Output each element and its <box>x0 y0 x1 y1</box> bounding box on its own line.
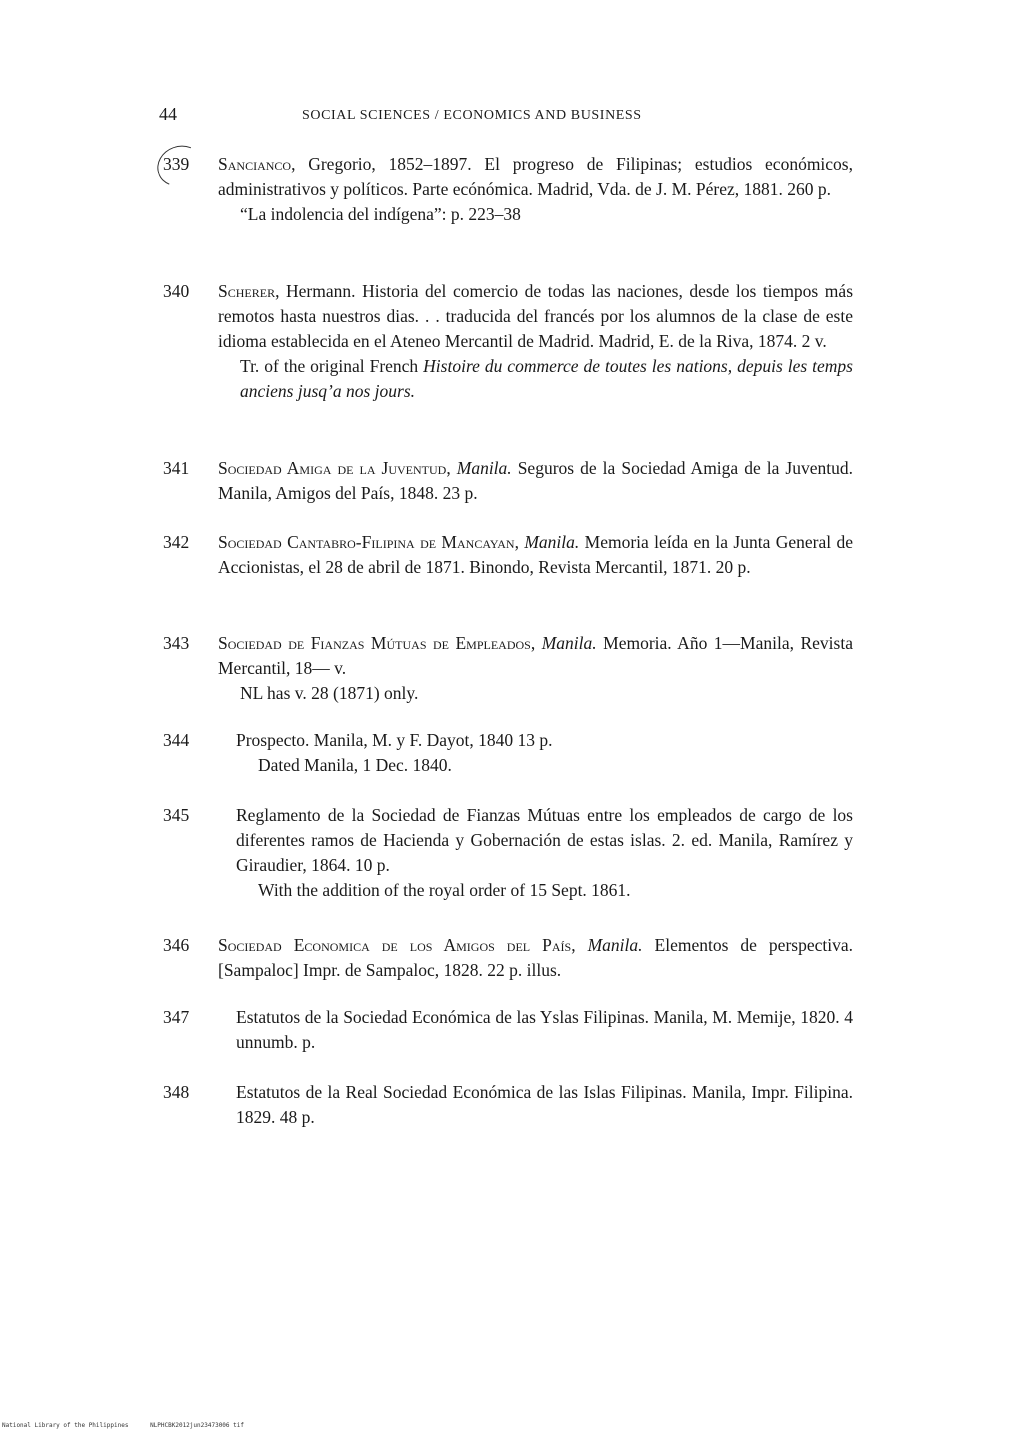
original-title: Histoire du commerce de toutes les nations, depuis les temps anciens jusq’a nos jours. <box>240 356 853 401</box>
entry-346 <box>163 933 853 983</box>
entry-text: Estatutos de la Real Sociedad Económica de las Islas Filipinas. Manila, Impr. Filipina. 1829. 48 p. <box>236 1082 853 1127</box>
entry-343 <box>163 631 853 706</box>
entry-number: 346 <box>163 935 190 955</box>
entry-348 <box>163 1080 853 1130</box>
entry-note: “La indolencia del indígena”: p. 223–38 <box>240 204 521 224</box>
entry-344 <box>163 728 853 778</box>
place-name: Manila. <box>518 532 580 552</box>
entry-note: With the addition of the royal order of 15 Sept. 1861. <box>258 880 631 900</box>
entry-text: Estatutos de la Sociedad Económica de las Yslas Filipinas. Manila, M. Memije, 1820. 4 unnumb. p. <box>236 1007 853 1052</box>
entry-text: Elementos de perspectiva. [Sampaloc] Impr. de Sampaloc, 1828. 22 p. illus. <box>218 935 853 980</box>
entry-345 <box>163 803 853 903</box>
entry-text: Hermann. Historia del comercio de todas las naciones, desde los tiempos más remotos hasta nuestros dias. . . traducida del francés por los alumnos de la clase de este idioma establecida en el Ateneo Mercantil de Madrid. Madrid, E. de la Riva, 1874. 2 v. <box>218 281 853 351</box>
place-name: Manila. <box>535 633 597 653</box>
entry-text: Gregorio, 1852–1897. El progreso de Filipinas; estudios económicos, administrativos y políticos. Parte ecónómica. Madrid, Vda. de J. M. Pérez, 1881. 260 p. <box>218 154 853 199</box>
entry-number: 344 <box>163 730 190 750</box>
entry-number: 340 <box>163 281 190 301</box>
scan-footer <box>2 1422 262 1429</box>
entry-text: Memoria leída en la Junta General de Accionistas, el 28 de abril de 1871. Binondo, Revista Mercantil, 1871. 20 p. <box>218 532 854 577</box>
corporate-name: Sociedad de Fianzas Mútuas de Empleados, <box>218 633 536 653</box>
entry-339 <box>163 152 853 227</box>
entry-number: 348 <box>163 1082 190 1102</box>
footer-file-id: NLPHCBK2012jun23473006 tif <box>150 1422 244 1429</box>
corporate-name: Sociedad Cantabro-Filipina de Mancayan, <box>218 532 519 552</box>
entry-text: Reglamento de la Sociedad de Fianzas Mútuas entre los empleados de cargo de los diferentes ramos de Hacienda y Gobernación de estas islas. 2. ed. Manila, Ramírez y Giraudier, 1864. 10 p. <box>236 805 853 875</box>
entry-340 <box>163 279 853 404</box>
entry-note: Tr. of the original French Histoire du commerce de toutes les nations, depuis les temps anciens jusq’a nos jours. <box>240 356 853 401</box>
entry-number: 341 <box>163 458 190 478</box>
entry-text: Memoria. Año 1—Manila, Revista Mercantil, 18— v. <box>218 633 853 678</box>
entry-number <box>163 152 213 177</box>
entry-number: 347 <box>163 1007 190 1027</box>
entry-text: Seguros de la Sociedad Amiga de la Juventud. Manila, Amigos del País, 1848. 23 p. <box>218 458 853 503</box>
author-name: Sancianco, <box>218 154 296 174</box>
page-number: 44 <box>159 104 177 124</box>
entry-text: Prospecto. Manila, M. y F. Dayot, 1840 13 p. <box>236 730 553 750</box>
place-name: Manila. <box>575 935 643 955</box>
corporate-name: Sociedad Economica de los Amigos del País, <box>218 935 576 955</box>
entry-number: 342 <box>163 532 190 552</box>
running-head: SOCIAL SCIENCES / ECONOMICS AND BUSINESS <box>302 108 642 123</box>
entry-number: 345 <box>163 805 190 825</box>
entry-number-text: 339 <box>163 154 190 174</box>
footer-library: National Library of the Philippines <box>2 1422 129 1429</box>
entry-note: NL has v. 28 (1871) only. <box>240 683 419 703</box>
handwritten-circle-mark <box>152 139 209 192</box>
entry-347 <box>163 1005 853 1055</box>
corporate-name: Sociedad Amiga de la Juventud, <box>218 458 451 478</box>
entry-number: 343 <box>163 633 190 653</box>
author-name: Scherer, <box>218 281 280 301</box>
entry-note: Dated Manila, 1 Dec. 1840. <box>258 755 452 775</box>
entry-341 <box>163 456 853 506</box>
place-name: Manila. <box>450 458 512 478</box>
entry-342 <box>163 530 853 580</box>
